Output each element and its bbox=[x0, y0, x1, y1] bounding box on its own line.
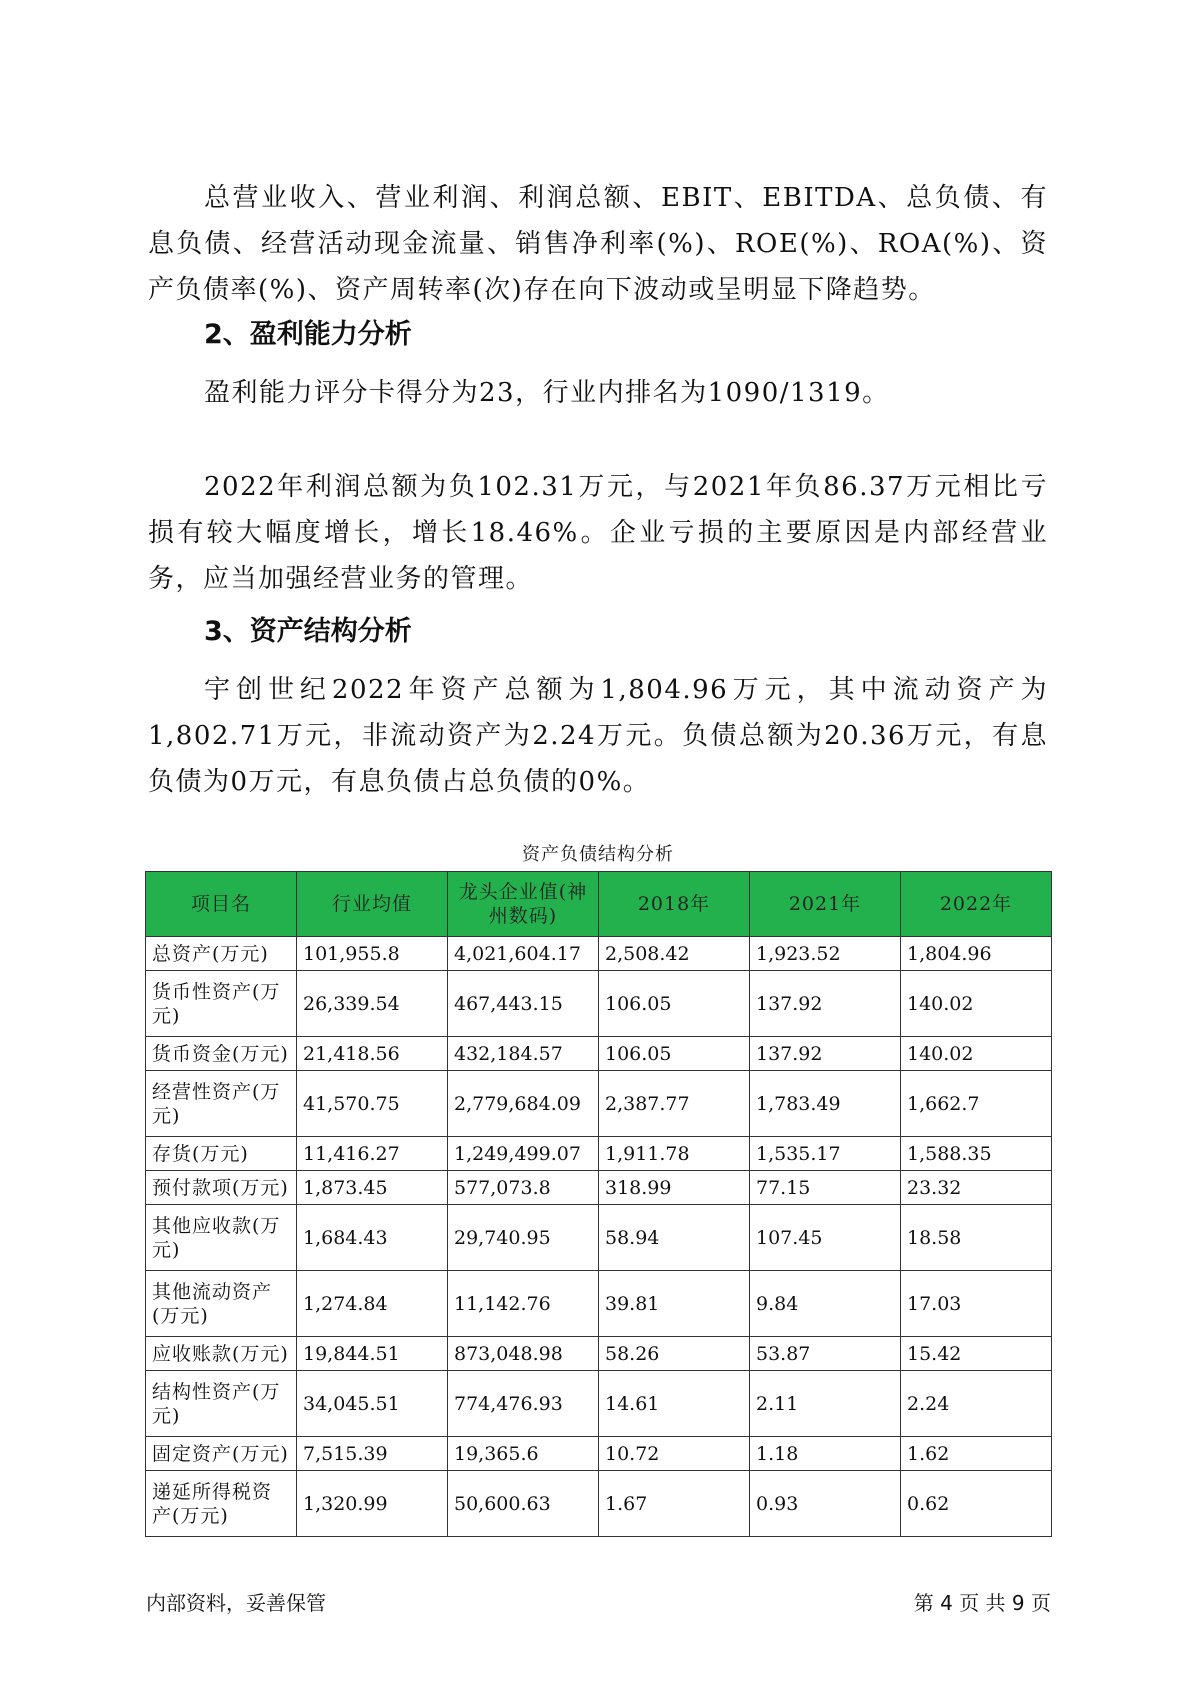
cell-2018: 58.26 bbox=[599, 1337, 750, 1371]
table-row bbox=[146, 971, 1052, 1037]
cell-2018: 2,508.42 bbox=[599, 937, 750, 971]
cell-leading-company: 577,073.8 bbox=[448, 1171, 599, 1205]
cell-2021: 137.92 bbox=[750, 1037, 901, 1071]
cell-2021: 1.18 bbox=[750, 1437, 901, 1471]
heading-asset-structure-analysis: 3、资产结构分析 bbox=[204, 616, 412, 647]
cell-2021: 1,783.49 bbox=[750, 1071, 901, 1137]
cell-2018: 1,911.78 bbox=[599, 1137, 750, 1171]
footer-page-number: 第 4 页 共 9 页 bbox=[913, 1591, 1051, 1615]
footer-confidential-note: 内部资料，妥善保管 bbox=[146, 1591, 326, 1615]
row-label: 结构性资产(万元) bbox=[146, 1371, 297, 1437]
column-header-industry-average: 行业均值 bbox=[297, 872, 448, 937]
cell-leading-company: 19,365.6 bbox=[448, 1437, 599, 1471]
cell-2018: 2,387.77 bbox=[599, 1071, 750, 1137]
cell-2018: 58.94 bbox=[599, 1205, 750, 1271]
column-header-leading-company: 龙头企业值(神州数码) bbox=[448, 872, 599, 937]
table-row bbox=[146, 1337, 1052, 1371]
row-label: 固定资产(万元) bbox=[146, 1437, 297, 1471]
row-label: 总资产(万元) bbox=[146, 937, 297, 971]
cell-industry-average: 19,844.51 bbox=[297, 1337, 448, 1371]
heading-profitability-analysis: 2、盈利能力分析 bbox=[204, 319, 412, 350]
cell-leading-company: 1,249,499.07 bbox=[448, 1137, 599, 1171]
row-label: 预付款项(万元) bbox=[146, 1171, 297, 1205]
cell-leading-company: 29,740.95 bbox=[448, 1205, 599, 1271]
paragraph-profit-total: 2022年利润总额为负102.31万元，与2021年负86.37万元相比亏损有较大幅度增长，增长18.46%。企业亏损的主要原因是内部经营业务，应当加强经营业务的管理。 bbox=[148, 472, 1048, 594]
cell-2021: 107.45 bbox=[750, 1205, 901, 1271]
cell-2022: 140.02 bbox=[901, 1037, 1052, 1071]
table-row bbox=[146, 1471, 1052, 1537]
cell-2022: 1,662.7 bbox=[901, 1071, 1052, 1137]
row-label: 货币性资产(万元) bbox=[146, 971, 297, 1037]
cell-industry-average: 101,955.8 bbox=[297, 937, 448, 971]
cell-2018: 1.67 bbox=[599, 1471, 750, 1537]
cell-2022: 18.58 bbox=[901, 1205, 1052, 1271]
column-header-item-name: 项目名 bbox=[146, 872, 297, 937]
cell-industry-average: 21,418.56 bbox=[297, 1037, 448, 1071]
cell-2018: 39.81 bbox=[599, 1271, 750, 1337]
paragraph-profitability-score: 盈利能力评分卡得分为23，行业内排名为1090/1319。 bbox=[204, 378, 890, 408]
balance-structure-table bbox=[145, 871, 1052, 1537]
cell-2021: 1,923.52 bbox=[750, 937, 901, 971]
row-label: 应收账款(万元) bbox=[146, 1337, 297, 1371]
paragraph-declining-indicators: 总营业收入、营业利润、利润总额、EBIT、EBITDA、总负债、有息负债、经营活动现金流量、销售净利率(%)、ROE(%)、ROA(%)、资产负债率(%)、资产周转率(次)存在向下波动或呈明显下降趋势。 bbox=[148, 183, 1048, 305]
column-header-2018: 2018年 bbox=[599, 872, 750, 937]
cell-industry-average: 1,684.43 bbox=[297, 1205, 448, 1271]
row-label: 经营性资产(万元) bbox=[146, 1071, 297, 1137]
cell-2018: 106.05 bbox=[599, 1037, 750, 1071]
cell-leading-company: 467,443.15 bbox=[448, 971, 599, 1037]
cell-leading-company: 50,600.63 bbox=[448, 1471, 599, 1537]
cell-2022: 23.32 bbox=[901, 1171, 1052, 1205]
table-row bbox=[146, 937, 1052, 971]
cell-leading-company: 11,142.76 bbox=[448, 1271, 599, 1337]
table-row bbox=[146, 1071, 1052, 1137]
cell-leading-company: 873,048.98 bbox=[448, 1337, 599, 1371]
cell-2021: 137.92 bbox=[750, 971, 901, 1037]
cell-industry-average: 41,570.75 bbox=[297, 1071, 448, 1137]
cell-2022: 140.02 bbox=[901, 971, 1052, 1037]
cell-2021: 53.87 bbox=[750, 1337, 901, 1371]
cell-2021: 9.84 bbox=[750, 1271, 901, 1337]
cell-2021: 0.93 bbox=[750, 1471, 901, 1537]
column-header-2021: 2021年 bbox=[750, 872, 901, 937]
cell-2022: 1,804.96 bbox=[901, 937, 1052, 971]
cell-industry-average: 34,045.51 bbox=[297, 1371, 448, 1437]
row-label: 存货(万元) bbox=[146, 1137, 297, 1171]
table-caption: 资产负债结构分析 bbox=[522, 844, 674, 865]
table-row bbox=[146, 1037, 1052, 1071]
cell-2018: 14.61 bbox=[599, 1371, 750, 1437]
cell-2018: 10.72 bbox=[599, 1437, 750, 1471]
row-label: 递延所得税资产(万元) bbox=[146, 1471, 297, 1537]
cell-industry-average: 1,320.99 bbox=[297, 1471, 448, 1537]
cell-2022: 1,588.35 bbox=[901, 1137, 1052, 1171]
cell-2022: 1.62 bbox=[901, 1437, 1052, 1471]
cell-2018: 106.05 bbox=[599, 971, 750, 1037]
cell-industry-average: 7,515.39 bbox=[297, 1437, 448, 1471]
cell-2021: 2.11 bbox=[750, 1371, 901, 1437]
table-row bbox=[146, 1137, 1052, 1171]
table-header-row bbox=[146, 872, 1052, 937]
cell-2021: 1,535.17 bbox=[750, 1137, 901, 1171]
table-row bbox=[146, 1271, 1052, 1337]
row-label: 货币资金(万元) bbox=[146, 1037, 297, 1071]
cell-2021: 77.15 bbox=[750, 1171, 901, 1205]
cell-leading-company: 432,184.57 bbox=[448, 1037, 599, 1071]
cell-2022: 15.42 bbox=[901, 1337, 1052, 1371]
table-row bbox=[146, 1205, 1052, 1271]
table-row bbox=[146, 1371, 1052, 1437]
row-label: 其他流动资产(万元) bbox=[146, 1271, 297, 1337]
cell-leading-company: 774,476.93 bbox=[448, 1371, 599, 1437]
cell-industry-average: 1,274.84 bbox=[297, 1271, 448, 1337]
paragraph-asset-summary: 宇创世纪2022年资产总额为1,804.96万元，其中流动资产为1,802.71万元，非流动资产为2.24万元。负债总额为20.36万元，有息负债为0万元，有息负债占总负债的0%。 bbox=[148, 675, 1048, 797]
row-label: 其他应收款(万元) bbox=[146, 1205, 297, 1271]
table-row bbox=[146, 1171, 1052, 1205]
cell-industry-average: 26,339.54 bbox=[297, 971, 448, 1037]
cell-leading-company: 4,021,604.17 bbox=[448, 937, 599, 971]
cell-leading-company: 2,779,684.09 bbox=[448, 1071, 599, 1137]
cell-2022: 2.24 bbox=[901, 1371, 1052, 1437]
cell-2022: 0.62 bbox=[901, 1471, 1052, 1537]
column-header-2022: 2022年 bbox=[901, 872, 1052, 937]
cell-2022: 17.03 bbox=[901, 1271, 1052, 1337]
cell-industry-average: 11,416.27 bbox=[297, 1137, 448, 1171]
table-row bbox=[146, 1437, 1052, 1471]
cell-2018: 318.99 bbox=[599, 1171, 750, 1205]
cell-industry-average: 1,873.45 bbox=[297, 1171, 448, 1205]
